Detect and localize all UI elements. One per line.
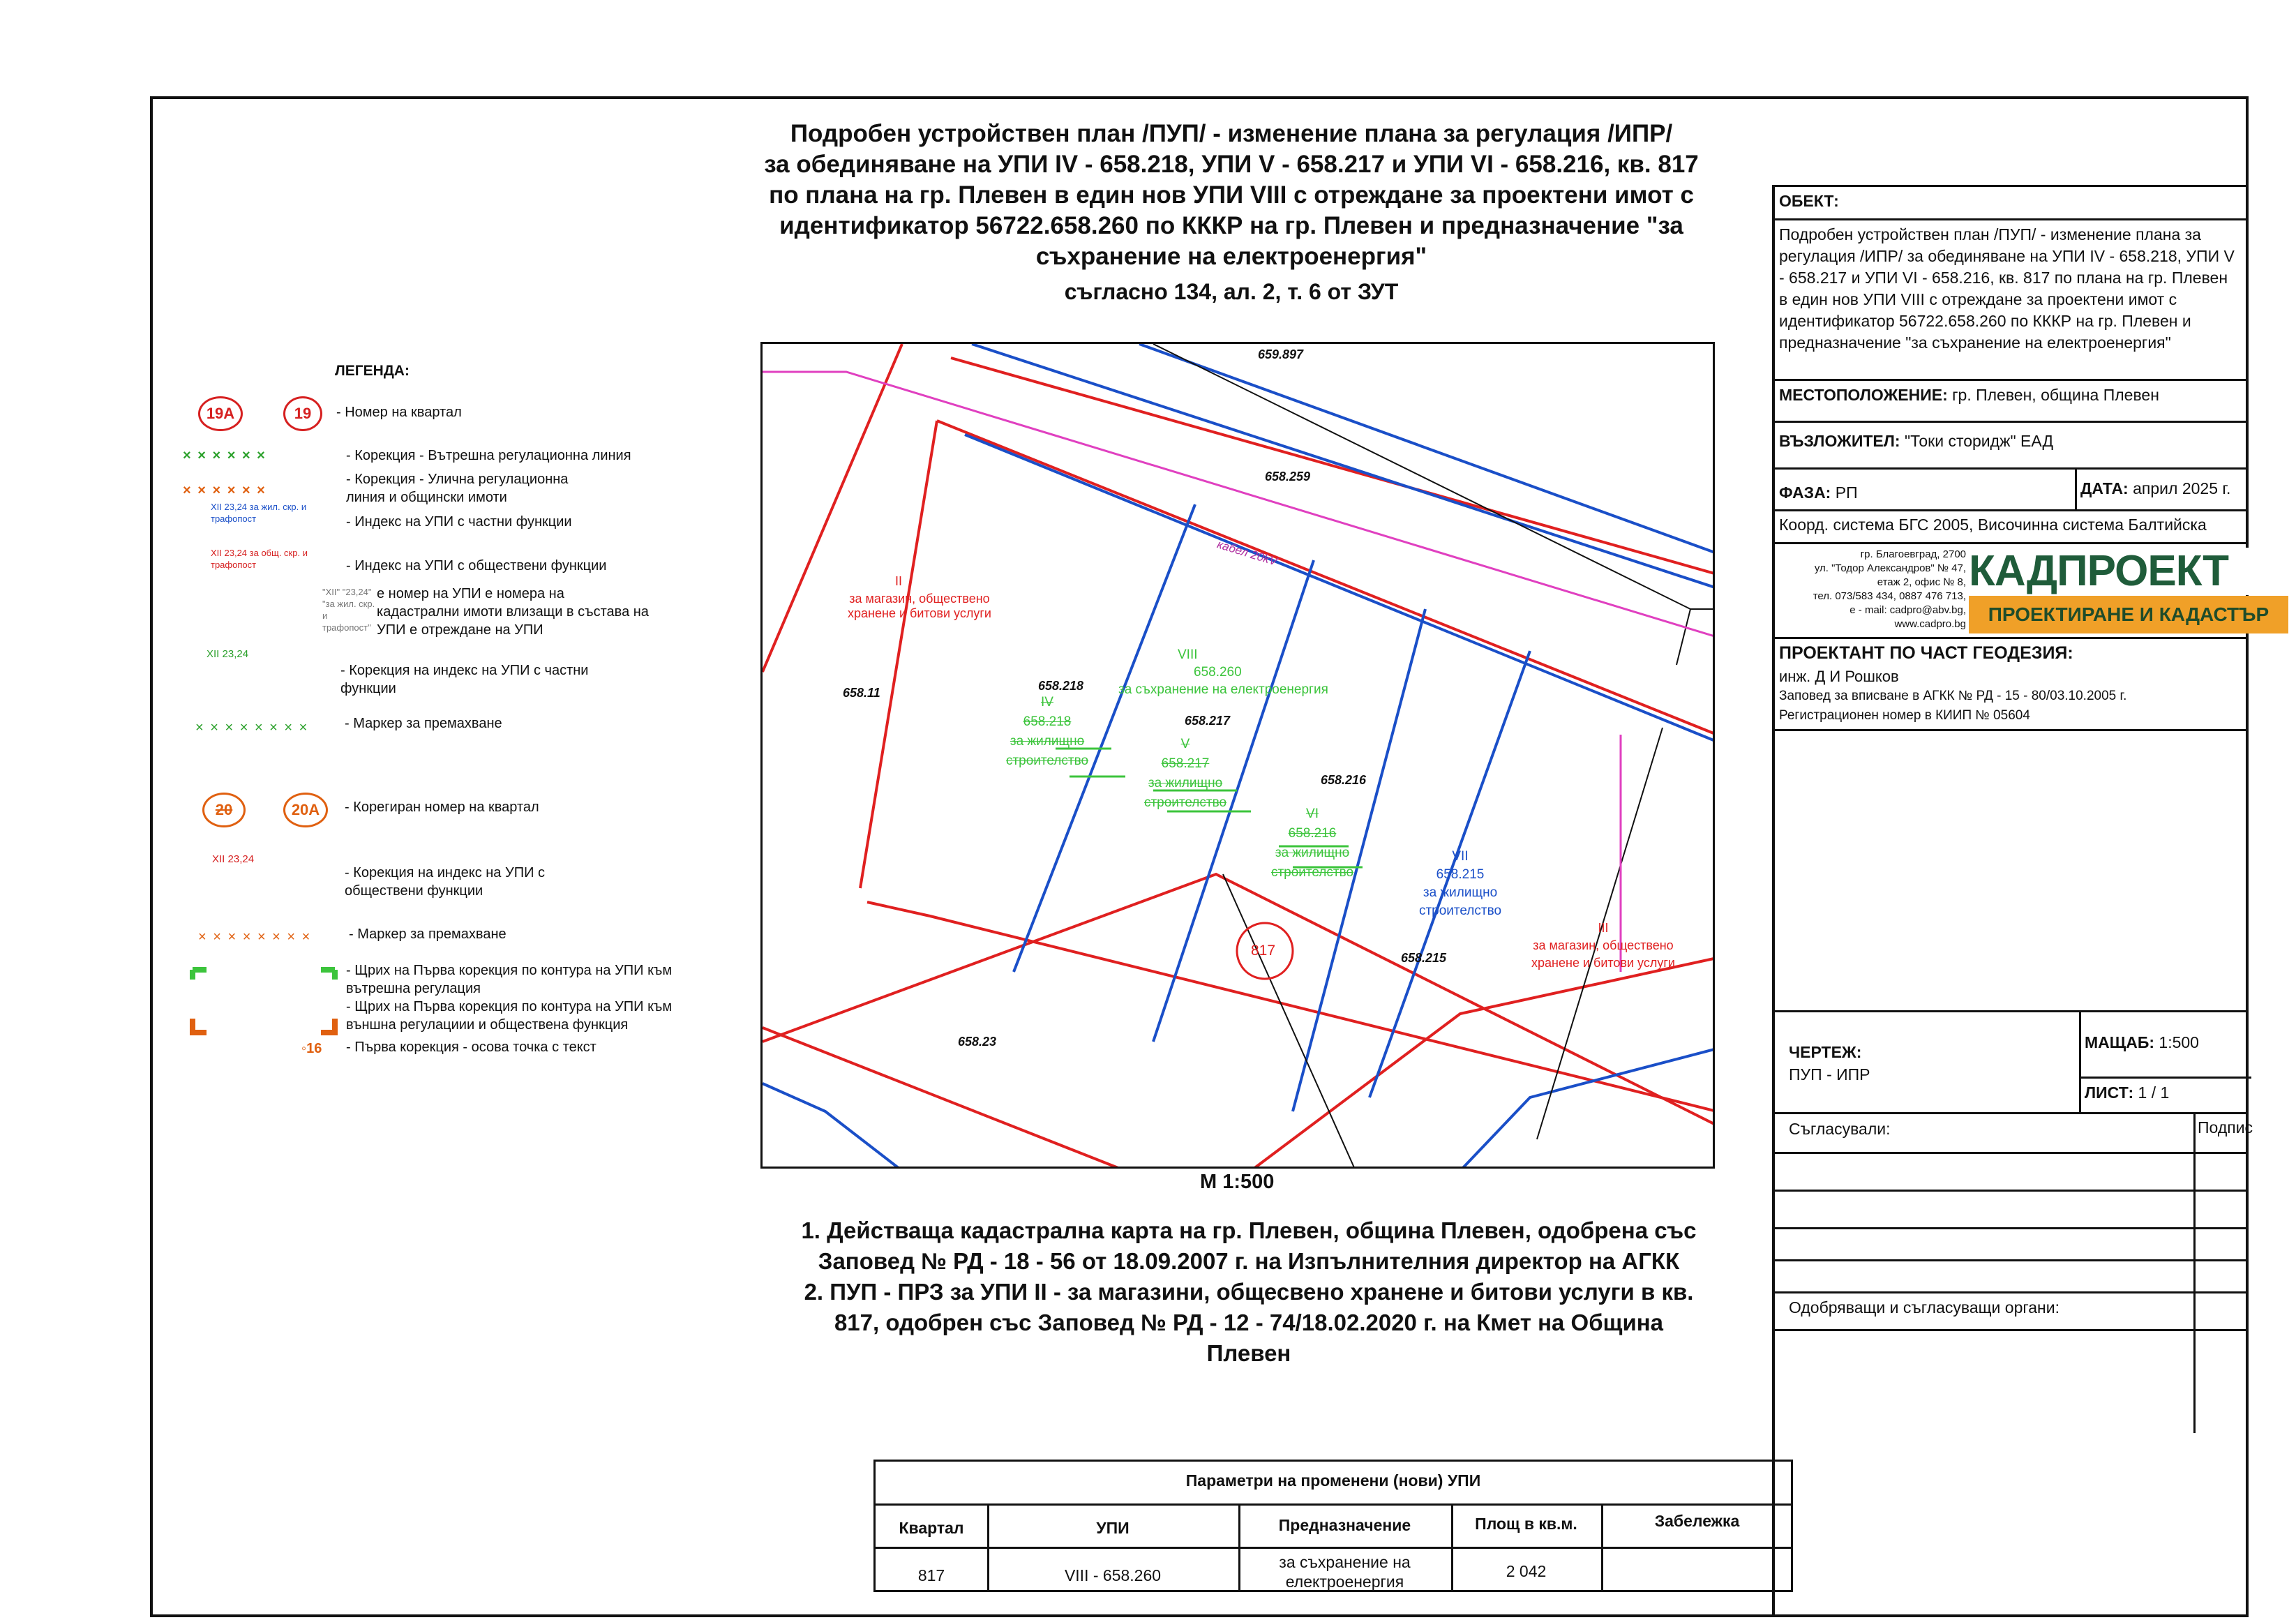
plan-title: [726, 119, 1737, 272]
legend-symbol: XII 23,24: [207, 648, 249, 660]
divider: [1775, 542, 2249, 544]
legend-text: - Номер на квартал: [336, 405, 462, 420]
title-line: по плана на гр. Плевен в един нов УПИ VIII с отреждане за проектени имот с: [769, 181, 1694, 209]
phase-value: РП: [1835, 483, 1858, 502]
address-line: тел. 073/583 434, 0887 476 713,: [1813, 590, 1966, 602]
divider: [1775, 185, 2249, 187]
legend-text: - Първа корекция - осова точка с текст: [346, 1040, 596, 1055]
divider: [1775, 1152, 2249, 1154]
address-line: e - mail: cadpro@abv.bg,: [1849, 604, 1966, 616]
divider: [876, 1547, 1791, 1549]
title-line: Подробен устройствен план /ПУП/ - изменение плана за регулация /ИПР/: [790, 120, 1673, 147]
upi-use: за жилищно: [1275, 846, 1350, 860]
notes: [753, 1215, 1744, 1369]
divider: [1775, 1190, 2249, 1192]
phase-label: ФАЗА:: [1779, 483, 1831, 502]
upi-use: за жилищно: [1148, 776, 1223, 790]
parcel-label: 658.11: [843, 686, 880, 700]
parcel-label: 658.217: [1185, 714, 1231, 728]
sheet-label: ЛИСТ:: [2085, 1083, 2134, 1102]
legend-symbol: XII 23,24 за жил. скр. и трафопост: [211, 502, 307, 524]
divider: [1775, 379, 2249, 381]
parcel-label: 659.897: [1258, 347, 1304, 361]
legend-text: - Корекция - Улична регулационна линия и общински имоти: [346, 472, 569, 505]
scale: [2085, 1032, 2199, 1053]
address-line: ул. "Тодор Александров" № 47,: [1814, 562, 1966, 574]
note-line: 817, одобрен със Заповед № РД - 12 - 74/18.02.2020 г. на Кмет на Община: [834, 1310, 1664, 1335]
table-header: Забележка: [1654, 1512, 1740, 1530]
divider: [1775, 1010, 2249, 1012]
location-value: гр. Плевен, община Плевен: [1952, 386, 2159, 404]
title-block: [1772, 185, 2253, 1617]
agreed-label: Съгласували:: [1789, 1120, 1891, 1138]
address-line: www.cadpro.bg: [1894, 618, 1966, 630]
date-value: април 2025 г.: [2133, 479, 2231, 497]
legend-symbol: XII 23,24: [212, 853, 255, 865]
note-line: 1. Действаща кадастрална карта на гр. Плевен, община Плевен, одобрена със: [801, 1217, 1697, 1243]
upi-use: за жилищно: [1423, 885, 1498, 900]
upi-number: VI: [1306, 807, 1319, 821]
params-title: Параметри на променени (нови) УПИ: [1185, 1471, 1481, 1490]
map-drawing: [763, 344, 1715, 1169]
company-address: [1778, 548, 1966, 631]
upi-iii: [1513, 920, 1694, 972]
upi-id: 658.215: [1436, 867, 1485, 882]
corrected-block-symbol: 20А: [283, 793, 328, 827]
legend-symbol: "XII" "23,24" "за жил. скр. и трафопост": [322, 587, 375, 633]
designer-reg: Регистрационен номер в КИИП № 05604: [1779, 708, 2030, 723]
legend-symbol: ◦16: [301, 1041, 322, 1056]
divider: [1775, 467, 2249, 470]
signature-label: Подпис: [2198, 1118, 2253, 1137]
table-header: Площ в кв.м.: [1475, 1515, 1577, 1533]
object-label: ОБЕКТ:: [1779, 192, 1839, 210]
approvers-label: Одобряващи и съгласуващи органи:: [1789, 1298, 2059, 1317]
upi-id: 658.218: [1023, 714, 1072, 729]
old-upi-iv: [998, 693, 1096, 771]
block-number-symbol: 19: [283, 396, 322, 431]
cable-label: кабел 20kV: [1215, 537, 1279, 569]
legend-text: - Индекс на УПИ с обществени функции: [346, 558, 607, 573]
upi-id: 658.216: [1288, 826, 1337, 841]
divider: [1775, 1329, 2249, 1331]
title-line: за обединяване на УПИ IV - 658.218, УПИ V - 658.217 и УПИ VI - 658.216, кв. 817: [764, 151, 1699, 178]
legend-symbol: × × × × × × × ×: [195, 720, 309, 735]
designer-name: инж. Д И Рошков: [1779, 668, 1899, 685]
note-line: 2. ПУП - ПРЗ за УПИ II - за магазини, общесвено хранене и битови услуги в кв.: [804, 1279, 1694, 1305]
table-header: Предназначение: [1278, 1516, 1411, 1534]
table-cell: 2 042: [1506, 1562, 1547, 1580]
legend-text: - Корекция на индекс на УПИ с обществени функции: [345, 865, 546, 899]
scale-label: МАЩАБ:: [2085, 1033, 2155, 1051]
parcel-label: 658.23: [958, 1035, 997, 1049]
upi-id: 658.217: [1161, 756, 1210, 771]
legend-text: - Индекс на УПИ с частни функции: [346, 514, 572, 530]
object-text: Подробен устройствен план /ПУП/ - изменение плана за регулация /ИПР/ за обединяване на УПИ IV - 658.218, УПИ V - 658.217 и УПИ VI - 658.216, кв. 817 по плана на гр. Плевен в един нов УПИ VIII с отреждане за проектени имот с идентификатор 56722.658.260 по КККР на гр. Плевен и предназначение "за съхранение на електроенергия": [1779, 225, 2235, 352]
location-label: МЕСТОПОЛОЖЕНИЕ:: [1779, 386, 1948, 404]
date: [2080, 478, 2230, 499]
old-upi-vi: [1263, 804, 1361, 883]
legend-text: - Щрих на Първа корекция по контура на УПИ към вътрешна регулация: [346, 963, 673, 996]
client-label: ВЪЗЛОЖИТЕЛ:: [1779, 432, 1900, 450]
legend-header: ЛЕГЕНДА:: [335, 363, 410, 379]
address-line: етаж 2, офис № 8,: [1877, 576, 1966, 588]
parcel-label: 658.215: [1401, 951, 1447, 965]
divider: [1775, 637, 2249, 639]
note-line: Плевен: [1206, 1340, 1291, 1366]
company-logo: КАДПРОЕКТ: [1969, 548, 2288, 595]
legend-text: - Корекция - Вътрешна регулационна линия: [346, 448, 631, 463]
upi-number: V: [1180, 737, 1190, 751]
designer-order: Заповед за вписване в АГКК № РД - 15 - 80/03.10.2005 г.: [1779, 689, 2127, 703]
upi-number: IV: [1041, 695, 1053, 710]
legend-text: - Щрих на Първа корекция по контура на УПИ към външна регулациии и обществена функция: [346, 999, 673, 1033]
parcel-label: 658.259: [1265, 470, 1311, 483]
divider: [2079, 1010, 2081, 1112]
phase: [1779, 482, 1858, 503]
divider: [1775, 729, 2249, 731]
divider: [1775, 1227, 2249, 1229]
params-table: [873, 1460, 1793, 1592]
divider: [1775, 218, 2249, 220]
upi-use: за магазин, обществено хранене и битови услуги: [848, 592, 991, 620]
address-line: гр. Благоевград, 2700: [1860, 548, 1966, 560]
legend-text: - Маркер за премахване: [349, 927, 507, 942]
scale-value: 1:500: [2159, 1033, 2199, 1051]
legend-symbol: × × × × × ×: [183, 483, 267, 498]
legend-text: - Корекция на индекс на УПИ с частни функции: [340, 663, 589, 696]
location: [1779, 384, 2159, 405]
corrected-block-symbol: 20: [202, 793, 246, 827]
upi-number: II: [895, 574, 903, 588]
coord-system: Коорд. система БГС 2005, Височинна система Балтийска: [1779, 516, 2207, 534]
legend-symbol: × × × × × ×: [183, 448, 267, 463]
company-tagline: ПРОЕКТИРАНЕ И КАДАСТЪР: [1969, 596, 2288, 633]
client: [1779, 430, 2053, 451]
table-cell: за съхранение на електроенергия: [1279, 1553, 1411, 1591]
upi-number: VIII: [1178, 647, 1198, 662]
upi-use: хранене и битови услуги: [1531, 956, 1675, 970]
old-upi-v: [1136, 735, 1234, 813]
upi-id: 658.260: [1194, 665, 1242, 680]
upi-number: III: [1598, 921, 1609, 935]
legend-text: е номер на УПИ е номера на кадастрални имоти влизащи в състава на УПИ е отреждане на УПИ: [377, 586, 649, 638]
table-header: УПИ: [1096, 1519, 1130, 1537]
divider: [1775, 1112, 2249, 1114]
sheet: [2085, 1082, 2169, 1103]
upi-use: строителство: [1005, 753, 1089, 768]
upi-use: за съхранение на електроенергия: [1118, 682, 1328, 697]
cadastral-map: [760, 342, 1715, 1169]
client-value: "Токи сторидж" ЕАД: [1904, 432, 2054, 450]
table-cell: 817: [917, 1566, 945, 1584]
divider: [1775, 1259, 2249, 1261]
divider: [2193, 1112, 2196, 1433]
note-line: Заповед № РД - 18 - 56 от 18.09.2007 г. на Изпълнителния директор на АГКК: [818, 1248, 1680, 1274]
title-line: идентификатор 56722.658.260 по КККР на гр. Плевен и предназначение "за: [779, 212, 1683, 239]
upi-use: за жилищно: [1010, 734, 1085, 749]
map-scale: М 1:500: [1200, 1171, 1275, 1193]
upi-use: за магазин, обществено: [1533, 938, 1674, 952]
title-line: съхранение на електроенергия": [1035, 243, 1427, 270]
table-cell: VIII - 658.260: [1064, 1566, 1162, 1584]
upi-use: строителство: [1143, 795, 1227, 810]
divider: [2075, 467, 2077, 509]
upi-use: строителство: [1270, 865, 1354, 880]
upi-vii: [1411, 848, 1509, 920]
divider: [1775, 1291, 2249, 1293]
plan-subtitle: съгласно 134, ал. 2, т. 6 от ЗУТ: [1064, 279, 1399, 304]
divider: [1775, 421, 2249, 423]
legend-symbol: × × × × × × × ×: [198, 929, 312, 945]
parcel-label: 658.216: [1321, 773, 1367, 787]
drawing-value: ПУП - ИПР: [1789, 1065, 1870, 1083]
block-number: 817: [1251, 943, 1276, 959]
hatch-symbols: [188, 963, 342, 1040]
block-number-symbol: 19А: [198, 396, 243, 431]
upi-number: VII: [1452, 849, 1469, 864]
upi-use: строителство: [1418, 903, 1502, 918]
parcel-label: 658.218: [1038, 679, 1084, 693]
divider: [876, 1503, 1791, 1506]
legend-symbol: XII 23,24 за общ. скр. и трафопост: [211, 548, 308, 570]
table-header: Квартал: [899, 1519, 964, 1537]
designer-label: ПРОЕКТАНТ ПО ЧАСТ ГЕОДЕЗИЯ:: [1779, 643, 2073, 663]
legend-text: - Корегиран номер на квартал: [345, 800, 539, 815]
divider: [2079, 1077, 2251, 1079]
sheet-value: 1 / 1: [2138, 1083, 2170, 1102]
divider: [1775, 509, 2249, 511]
date-label: ДАТА:: [2080, 479, 2129, 497]
legend-text: - Маркер за премахване: [345, 716, 502, 731]
drawing-label: ЧЕРТЕЖ:: [1789, 1043, 1862, 1061]
